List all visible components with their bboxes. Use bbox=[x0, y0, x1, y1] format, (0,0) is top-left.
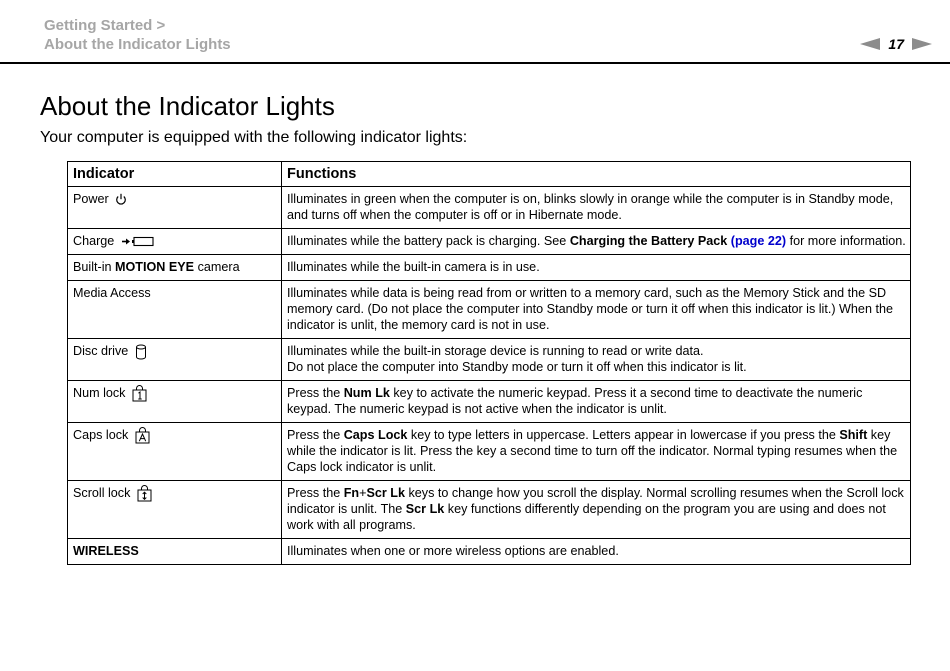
indicator-emphasis: MOTION EYE bbox=[115, 260, 195, 274]
key-name: Fn bbox=[343, 486, 360, 500]
function-text: key functions differently depending on the program you are using and does not work with all programs. bbox=[287, 502, 886, 532]
function-text: key to activate the numeric keypad. Press it a second time to deactivate the numeric keypad. The numeric keypad is not active when the indicator is unlit. bbox=[287, 386, 863, 416]
function-text: Press the bbox=[287, 386, 344, 400]
key-name: Caps Lock bbox=[343, 428, 408, 442]
table-row bbox=[68, 255, 911, 281]
indicator-cell: Media Access bbox=[68, 281, 282, 339]
page-22-link[interactable]: (page 22) bbox=[730, 234, 787, 248]
indicator-cell bbox=[68, 481, 282, 539]
function-cell bbox=[282, 423, 911, 481]
breadcrumb-parent[interactable]: Getting Started > bbox=[44, 17, 166, 34]
breadcrumb bbox=[44, 16, 231, 54]
indicator-cell bbox=[68, 539, 282, 565]
page-number: 17 bbox=[888, 36, 904, 52]
table-row bbox=[68, 539, 911, 565]
key-name: Scr Lk bbox=[405, 502, 445, 516]
num-lock-icon bbox=[132, 385, 147, 402]
function-text: for more information. bbox=[786, 234, 906, 248]
charge-icon bbox=[121, 235, 155, 248]
function-cell bbox=[282, 229, 911, 255]
function-cell bbox=[282, 381, 911, 423]
indicator-label: Scroll lock bbox=[73, 486, 131, 500]
breadcrumb-current: About the Indicator Lights bbox=[44, 36, 231, 53]
indicator-label: Disc drive bbox=[73, 344, 129, 358]
indicator-label: Num lock bbox=[73, 386, 126, 400]
indicator-cell bbox=[68, 423, 282, 481]
indicator-label: camera bbox=[194, 260, 240, 274]
indicator-label: WIRELESS bbox=[73, 544, 139, 558]
function-line: Illuminates while the built-in storage device is running to read or write data. bbox=[287, 344, 704, 358]
key-name: Scr Lk bbox=[366, 486, 405, 500]
caps-lock-icon bbox=[135, 427, 150, 444]
key-name: Shift bbox=[839, 428, 868, 442]
column-header-indicator: Indicator bbox=[68, 162, 282, 187]
function-text: Illuminates while the battery pack is charging. See bbox=[287, 234, 570, 248]
disc-drive-icon bbox=[135, 344, 147, 360]
function-text: Press the bbox=[287, 428, 344, 442]
function-cell: Illuminates while data is being read from or written to a memory card, such as the Memory Stick and the SD memory card. (Do not place the computer into Standby mode or turn it off when this indicator is lit.) When the indicator is unlit, the memory card is not in use. bbox=[282, 281, 911, 339]
key-name: Num Lk bbox=[343, 386, 390, 400]
function-text: keys to change how you scroll the display. Normal scrolling resumes when the Scroll lock indicator is unlit. The bbox=[287, 486, 904, 516]
function-cell: Illuminates while the built-in camera is in use. bbox=[282, 255, 911, 281]
function-cell: Illuminates when one or more wireless options are enabled. bbox=[282, 539, 911, 565]
indicator-cell bbox=[68, 255, 282, 281]
function-text: + bbox=[359, 486, 367, 500]
indicator-table bbox=[67, 161, 911, 565]
function-text: key to type letters in uppercase. Letters appear in lowercase if you press the bbox=[407, 428, 840, 442]
indicator-cell bbox=[68, 229, 282, 255]
table-row bbox=[68, 229, 911, 255]
table-row bbox=[68, 381, 911, 423]
intro-text: Your computer is equipped with the following indicator lights: bbox=[40, 129, 468, 146]
page-navigation bbox=[860, 36, 932, 52]
table-row bbox=[68, 423, 911, 481]
function-cell: Illuminates in green when the computer is on, blinks slowly in orange while the computer is in Standby mode, and turns off when the computer is off or in Hibernate mode. bbox=[282, 187, 911, 229]
function-text: key while the indicator is lit. Press the key a second time to turn off the indicator. Normal typing resumes when the Caps lock indicator is unlit. bbox=[287, 428, 898, 474]
function-cell bbox=[282, 339, 911, 381]
scroll-lock-icon bbox=[137, 485, 152, 502]
column-header-functions: Functions bbox=[282, 162, 911, 187]
power-icon bbox=[115, 193, 127, 206]
indicator-cell bbox=[68, 339, 282, 381]
indicator-cell bbox=[68, 381, 282, 423]
header-divider bbox=[0, 62, 950, 64]
table-header-row bbox=[68, 162, 911, 187]
page-title: About the Indicator Lights bbox=[40, 91, 335, 121]
table-row bbox=[68, 339, 911, 381]
function-text: Press the bbox=[287, 486, 344, 500]
indicator-label: Charge bbox=[73, 234, 115, 248]
table-row bbox=[68, 281, 911, 339]
indicator-cell bbox=[68, 187, 282, 229]
previous-page-icon[interactable] bbox=[860, 38, 880, 50]
table-row bbox=[68, 187, 911, 229]
table-row bbox=[68, 481, 911, 539]
function-cell bbox=[282, 481, 911, 539]
function-emphasis: Charging the Battery Pack bbox=[569, 234, 728, 248]
next-page-icon[interactable] bbox=[912, 38, 932, 50]
indicator-label: Power bbox=[73, 192, 109, 206]
indicator-label: Built-in bbox=[73, 260, 115, 274]
function-line: Do not place the computer into Standby mode or turn it off when this indicator is lit. bbox=[287, 360, 747, 374]
indicator-label: Caps lock bbox=[73, 428, 129, 442]
